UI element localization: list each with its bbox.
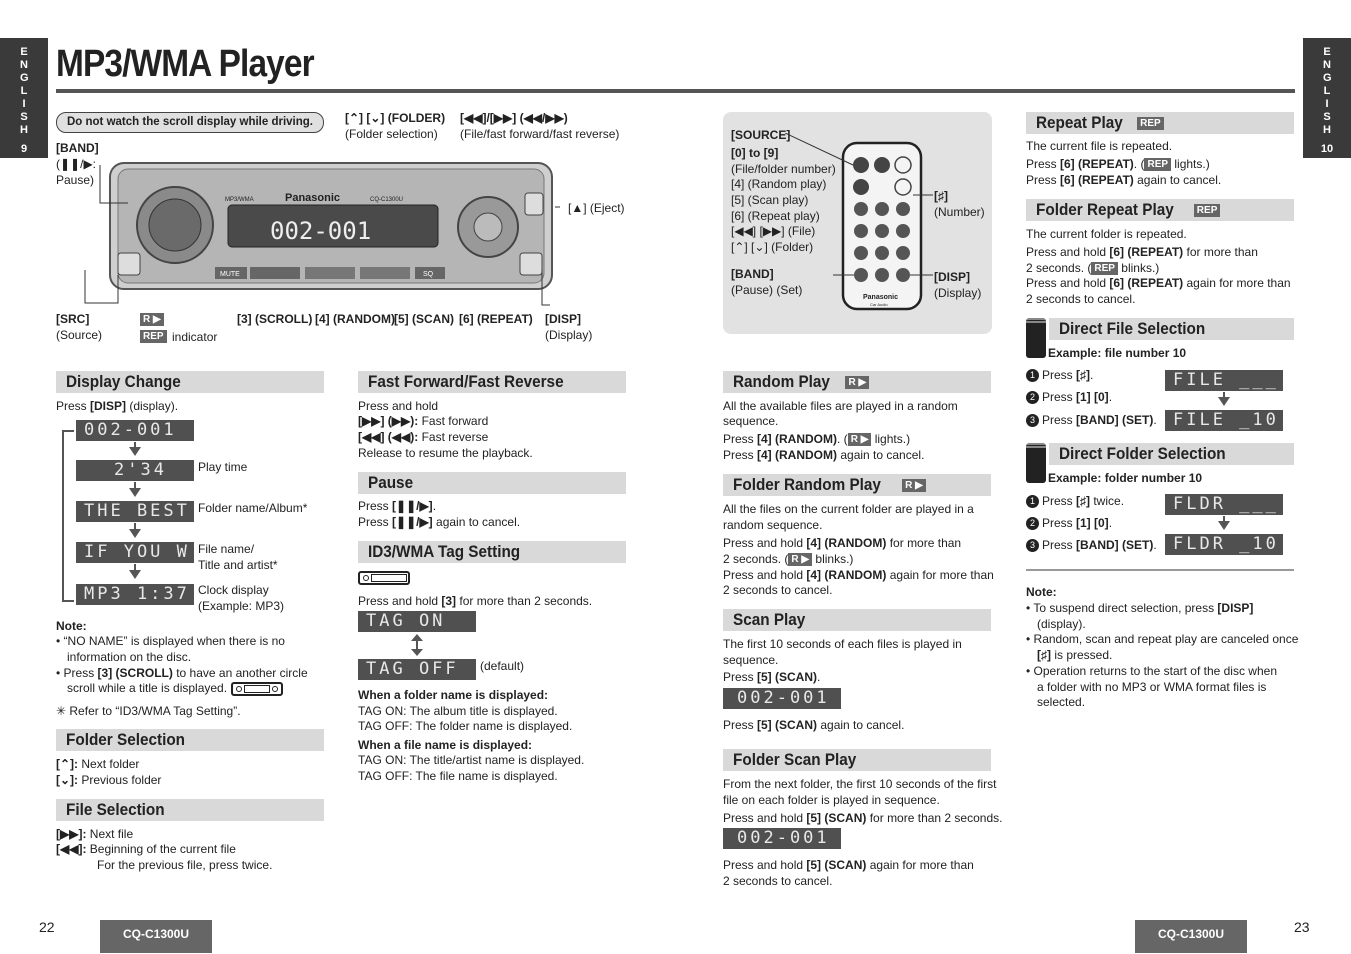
scroll-indicator-icon (231, 682, 283, 696)
folder-random-line: 2 seconds to cancel. (723, 583, 833, 597)
flow-arrow (1218, 397, 1230, 406)
direct-file-step-1 (1026, 367, 1093, 383)
stereo-mute: MUTE (220, 271, 240, 278)
label-band-pause2: Pause) (56, 173, 95, 187)
scan-line (723, 717, 904, 733)
section-heading: Fast Forward/Fast Reverse (368, 372, 564, 391)
label-indicator: indicator (172, 330, 218, 344)
label-scroll: [3] (SCROLL) (237, 312, 313, 326)
lcd-display-2: 2'34 (76, 460, 194, 481)
folder-repeat-line: 2 seconds to cancel. (1026, 292, 1136, 306)
label-folder-album: Folder name/Album* (198, 501, 308, 515)
note-item: information on the disc. (67, 650, 192, 664)
text: . (432, 499, 437, 513)
step-number-icon: 2 (1026, 391, 1039, 404)
text: Press (1026, 157, 1061, 171)
section-heading: Folder Random Play (733, 475, 881, 494)
stereo-sq: SQ (423, 271, 434, 278)
right-note-item: selected. (1037, 695, 1086, 709)
text-bold: [4] (RANDOM) (757, 448, 838, 462)
remote-label-folder: [⌃] [⌄] (Folder) (731, 240, 814, 254)
folder-repeat-line (1026, 275, 1291, 291)
text-bold: [♯] (1037, 648, 1051, 662)
text: for more than (886, 536, 962, 550)
text: . (1108, 516, 1113, 530)
text: again to cancel. (1133, 173, 1222, 187)
note-item: • “NO NAME” is displayed when there is no (56, 634, 285, 648)
direct-folder-step-1 (1026, 493, 1124, 509)
section-heading: Scan Play (733, 610, 806, 629)
text-bold: [♯] (1076, 494, 1091, 508)
flow-arrow (129, 570, 141, 579)
warning-banner: Do not watch the scroll display while driving. (56, 112, 324, 133)
remote-label-scan: [5] (Scan play) (731, 193, 809, 207)
text-bold: [5] (SCAN) (757, 670, 818, 684)
folder-scan-line (723, 857, 974, 873)
r-indicator-badge: R ▶ (140, 313, 164, 326)
lcd-tag-off: TAG OFF (358, 659, 476, 680)
text: again to cancel. (837, 448, 925, 462)
id3-line: TAG OFF: The file name is displayed. (358, 769, 558, 783)
text: Press (723, 718, 758, 732)
text: Press (1042, 390, 1077, 404)
ff-line: Press and hold (358, 399, 439, 413)
section-scan-play (723, 609, 991, 631)
text-bold: [◀◀]: (56, 842, 87, 856)
step-number-icon: 2 (1026, 517, 1039, 530)
text-bold: [DISP] (90, 399, 127, 413)
text-bold: [⌃]: (56, 757, 79, 771)
section-heading: Folder Repeat Play (1036, 200, 1174, 219)
text: Next folder (78, 757, 140, 771)
label-src-sub: (Source) (56, 328, 103, 342)
text: 2 seconds. ( (723, 552, 789, 566)
text: is pressed. (1051, 648, 1113, 662)
text: . (817, 670, 821, 684)
text-bold: [3] (SCROLL) (97, 666, 173, 680)
text: Press (1026, 173, 1061, 187)
text-bold: [⌄]: (56, 773, 79, 787)
text: Press (56, 399, 91, 413)
stereo-display-text: 002-001 (270, 217, 372, 245)
section-random-play (723, 371, 991, 393)
stereo-brand: Panasonic (285, 192, 341, 204)
file-selection-line (56, 841, 236, 857)
text: 2 seconds. ( (1026, 261, 1092, 275)
label-clock-example: (Example: MP3) (198, 599, 285, 613)
text: . (1153, 413, 1157, 427)
text-bold: [▶▶]: (56, 827, 87, 841)
step-number-icon: 3 (1026, 414, 1039, 427)
section-heading: Folder Selection (66, 730, 186, 749)
label-clock: Clock display (198, 583, 269, 597)
text: Press and hold (1026, 276, 1110, 290)
remote-label-disp: [DISP] (934, 270, 970, 284)
label-repeat: [6] (REPEAT) (459, 312, 533, 326)
remote-label-file: [◀◀] [▶▶] (File) (731, 224, 816, 238)
section-heading: Pause (368, 473, 414, 492)
section-direct-folder (1049, 443, 1294, 465)
lcd-display-4: IF YOU W (76, 542, 194, 563)
stereo-model: CQ-C1300U (370, 197, 404, 203)
text: blinks.) (812, 552, 854, 566)
text-bold: [6] (REPEAT) (1109, 276, 1184, 290)
scroll-indicator-icon (358, 571, 410, 585)
remote-label-number-sub: (Number) (934, 205, 985, 219)
label-file-name: File name/ (198, 542, 255, 556)
text: again to cancel. (432, 515, 521, 529)
folder-random-line: random sequence. (723, 518, 823, 532)
text: Beginning of the current file (86, 842, 236, 856)
lcd-display-1: 002-001 (76, 420, 194, 441)
text: Press (723, 448, 758, 462)
language-tab-right (1303, 38, 1351, 158)
lcd-tag-on: TAG ON (358, 611, 476, 632)
folder-random-line: All the files on the current folder are played in a (723, 502, 974, 516)
text-bold: [◀◀] (◀◀): (358, 430, 419, 444)
scan-line: The first 10 seconds of each files is played in (723, 637, 962, 651)
display-change-intro (56, 398, 178, 414)
remote-label-band: [BAND] (731, 267, 774, 281)
section-folder-selection (56, 729, 324, 751)
text-bold: [BAND] (SET) (1076, 413, 1154, 427)
scan-line (723, 669, 820, 685)
repeat-line (1026, 172, 1221, 188)
text-bold: [1] [0] (1076, 390, 1109, 404)
label-src: [SRC] (56, 312, 90, 326)
section-heading: ID3/WMA Tag Setting (368, 542, 521, 561)
right-note-item: • Operation returns to the start of the disc when (1026, 664, 1277, 678)
rep-indicator-badge: REP (1091, 262, 1118, 275)
folder-repeat-line (1026, 260, 1159, 276)
random-line: All the available files are played in a random (723, 399, 958, 413)
text: . (1090, 368, 1094, 382)
lcd-folder-10: FLDR _10 (1165, 534, 1283, 555)
random-line (723, 447, 924, 463)
lcd-folder-blank: FLDR ___ (1165, 494, 1283, 515)
text: Press (1042, 516, 1077, 530)
step-number-icon: 1 (1026, 369, 1039, 382)
folder-repeat-line (1026, 244, 1258, 260)
text: Press (723, 432, 758, 446)
section-pause (358, 472, 626, 494)
page-title: MP3/WMA Player (56, 43, 314, 85)
label-play-time: Play time (198, 460, 248, 474)
text: Press (1042, 538, 1077, 552)
text: Press (358, 499, 393, 513)
title-rule (56, 89, 1295, 93)
r-indicator-badge: R ▶ (902, 479, 926, 492)
text: Press (1042, 494, 1077, 508)
right-note-item: a folder with no MP3 or WMA format files is (1037, 680, 1267, 694)
refer-note: ✳ Refer to “ID3/WMA Tag Setting”. (56, 704, 241, 718)
note-heading: Note: (56, 619, 87, 633)
r-indicator-badge: R ▶ (845, 376, 869, 389)
remote-label-random: [4] (Random play) (731, 177, 827, 191)
right-note-item: (display). (1037, 617, 1086, 631)
ff-line (358, 413, 488, 429)
swap-arrow-icon (410, 634, 424, 656)
text: Press and hold (723, 858, 807, 872)
text: • To suspend direct selection, press (1026, 601, 1218, 615)
label-ff: [◀◀]/[▶▶] (◀◀/▶▶) (460, 111, 568, 125)
id3-default: (default) (480, 659, 525, 673)
section-heading: Repeat Play (1036, 113, 1123, 132)
text: . ( (1133, 157, 1145, 171)
note-item (56, 665, 308, 681)
right-note-item (1037, 647, 1112, 663)
section-folder-repeat (1026, 199, 1294, 221)
text-bold: [6] (REPEAT) (1109, 245, 1184, 259)
section-heading: Random Play (733, 372, 830, 391)
remote-mini-icon (1026, 443, 1046, 483)
page-number-right: 23 (1294, 919, 1310, 935)
section-direct-file (1049, 318, 1294, 340)
section-heading: Direct Folder Selection (1059, 444, 1226, 463)
label-band: [BAND] (56, 141, 99, 155)
text: for more than 2 seconds. (866, 811, 1003, 825)
loop-line (62, 430, 74, 602)
label-disp: [DISP] (545, 312, 581, 326)
text: Press (1042, 413, 1077, 427)
text: Press and hold (723, 568, 807, 582)
language-tab-number: 9 (20, 143, 28, 155)
text-bold: [5] (SCAN) (806, 858, 867, 872)
step-number-icon: 1 (1026, 495, 1039, 508)
text-bold: [▶▶] (▶▶): (358, 414, 419, 428)
random-line (723, 431, 910, 447)
text-bold: [4] (RANDOM) (757, 432, 838, 446)
label-random: [4] (RANDOM) (315, 312, 395, 326)
remote-label-band-sub: (Pause) (Set) (731, 283, 803, 297)
text: again for more than (1183, 276, 1291, 290)
ff-line: Release to resume the playback. (358, 446, 533, 460)
folder-selection-line (56, 756, 139, 772)
lcd-scan: 002-001 (723, 688, 841, 709)
id3-line: TAG OFF: The folder name is displayed. (358, 719, 573, 733)
text: Fast reverse (418, 430, 489, 444)
model-badge-right: CQ-C1300U (1135, 920, 1247, 953)
text-bold: [4] (RANDOM) (806, 536, 887, 550)
folder-random-line (723, 551, 853, 567)
direct-folder-step-3 (1026, 537, 1157, 553)
text-bold: [4] (RANDOM) (806, 568, 887, 582)
remote-brand-sub: Car Audio (870, 302, 888, 307)
text-bold: [3] (441, 594, 457, 608)
repeat-line (1026, 156, 1210, 172)
lcd-display-5: MP3 1:37 (76, 584, 194, 605)
id3-folder-heading: When a folder name is displayed: (358, 688, 549, 702)
text: Fast forward (418, 414, 489, 428)
flow-arrow (129, 447, 141, 456)
flow-arrow (129, 529, 141, 538)
section-heading: Folder Scan Play (733, 750, 857, 769)
remote-mini-icon (1026, 318, 1046, 358)
label-eject: [▲] (Eject) (568, 201, 625, 215)
remote-label-num-sub: (File/folder number) (731, 162, 836, 176)
label-band-pause: (❚❚/▶: (56, 157, 97, 171)
section-folder-random (723, 474, 991, 496)
remote-label-disp-sub: (Display) (934, 286, 982, 300)
lcd-file-blank: FILE ___ (1165, 370, 1283, 391)
id3-line: TAG ON: The album title is displayed. (358, 704, 558, 718)
page-number-left: 22 (39, 919, 55, 935)
folder-random-line (723, 567, 994, 583)
flow-arrow (1218, 521, 1230, 530)
random-line: sequence. (723, 414, 779, 428)
label-scan: [5] (SCAN) (394, 312, 454, 326)
text: (display). (126, 399, 179, 413)
folder-scan-line: From the next folder, the first 10 seconds of the first (723, 777, 997, 791)
section-file-selection (56, 799, 324, 821)
direct-file-example: Example: file number 10 (1048, 346, 1187, 360)
section-id3-tag (358, 541, 626, 563)
rep-indicator-badge: REP (140, 330, 167, 343)
text: Next file (86, 827, 134, 841)
rep-indicator-badge: REP (1194, 204, 1221, 217)
label-folder: [⌃] [⌄] (FOLDER) (345, 111, 446, 125)
text: again for more than (866, 858, 974, 872)
text: again for more than (886, 568, 994, 582)
text-bold: [1] [0] (1076, 516, 1109, 530)
id3-file-heading: When a file name is displayed: (358, 738, 533, 752)
model-badge-left: CQ-C1300U (100, 920, 212, 953)
language-tab-letters: ENGLISH (1323, 46, 1332, 136)
direct-folder-step-2 (1026, 515, 1112, 531)
section-heading: File Selection (66, 800, 165, 819)
label-ff-sub: (File/fast forward/fast reverse) (460, 127, 620, 141)
section-display-change (56, 371, 324, 393)
text-bold: [♯] (1076, 368, 1091, 382)
file-selection-line (56, 826, 133, 842)
text-bold: [6] (REPEAT) (1060, 173, 1134, 187)
stereo-unit-illustration (80, 135, 560, 325)
rep-indicator-badge: REP (1137, 117, 1164, 130)
text: Press (723, 670, 758, 684)
text-bold: [5] (SCAN) (757, 718, 818, 732)
label-title-artist: Title and artist* (198, 558, 278, 572)
direct-folder-example: Example: folder number 10 (1048, 471, 1203, 485)
remote-brand: Panasonic (863, 294, 899, 301)
file-selection-line: For the previous file, press twice. (97, 858, 273, 872)
flow-arrow (129, 488, 141, 497)
language-tab-left (0, 38, 48, 158)
text: to have an another circle (172, 666, 308, 680)
label-disp-sub: (Display) (545, 328, 593, 342)
right-note-item (1026, 600, 1253, 616)
text: Press and hold (723, 536, 807, 550)
r-indicator-badge: R ▶ (788, 553, 812, 566)
remote-label-num: [0] to [9] (731, 146, 779, 160)
text-bold: [❚❚/▶] (392, 499, 433, 513)
text: Press and hold (1026, 245, 1110, 259)
ff-line (358, 429, 488, 445)
text: lights.) (871, 432, 911, 446)
text: . (1153, 538, 1157, 552)
text: blinks.) (1117, 261, 1160, 275)
text: Press and hold (358, 594, 442, 608)
folder-repeat-line: The current folder is repeated. (1026, 227, 1187, 241)
section-fast-forward (358, 371, 626, 393)
lcd-file-10: FILE _10 (1165, 410, 1283, 431)
repeat-line: The current file is repeated. (1026, 139, 1173, 153)
pause-line (358, 498, 436, 514)
text: Press (358, 515, 393, 529)
direct-file-step-3 (1026, 412, 1157, 428)
folder-random-line (723, 535, 961, 551)
remote-label-number: [♯] (934, 189, 948, 203)
language-tab-letters: ENGLISH (20, 46, 29, 136)
language-tab-number: 10 (1320, 143, 1334, 155)
section-folder-scan (723, 749, 991, 771)
text: for more than 2 seconds. (456, 594, 593, 608)
label-folder-sub: (Folder selection) (345, 127, 438, 141)
section-repeat-play (1026, 112, 1294, 134)
text: • Press (56, 666, 98, 680)
section-heading: Display Change (66, 372, 181, 391)
stereo-mp3wma: MP3/WMA (225, 197, 254, 203)
remote-label-source: [SOURCE] (731, 128, 791, 142)
text-bold: [DISP] (1217, 601, 1254, 615)
section-heading: Direct File Selection (1059, 319, 1206, 338)
step-number-icon: 3 (1026, 539, 1039, 552)
text-bold: [BAND] (SET) (1076, 538, 1154, 552)
note-divider (1026, 569, 1294, 571)
folder-scan-line (723, 810, 1002, 826)
text: Press and hold (723, 811, 807, 825)
text-bold: [5] (SCAN) (806, 811, 867, 825)
id3-line: TAG ON: The title/artist name is displayed. (358, 753, 585, 767)
text: . ( (837, 432, 848, 446)
folder-scan-line: file on each folder is played in sequence. (723, 793, 940, 807)
note-item: scroll while a title is displayed. (67, 681, 228, 695)
right-note-item: • Random, scan and repeat play are canceled once (1026, 632, 1299, 646)
text: lights.) (1171, 157, 1210, 171)
lcd-display-3: THE BEST (76, 501, 194, 522)
text-bold: [❚❚/▶] (392, 515, 433, 529)
text: Press (1042, 368, 1077, 382)
remote-label-repeat: [6] (Repeat play) (731, 209, 820, 223)
folder-scan-line: 2 seconds to cancel. (723, 874, 833, 888)
folder-selection-line (56, 772, 161, 788)
text: . (1108, 390, 1113, 404)
lcd-folder-scan: 002-001 (723, 828, 841, 849)
rep-indicator-badge: REP (1144, 158, 1171, 171)
direct-file-step-2 (1026, 389, 1112, 405)
text: twice. (1090, 494, 1125, 508)
r-indicator-badge: R ▶ (848, 433, 872, 446)
text: Previous folder (78, 773, 162, 787)
scan-line: sequence. (723, 653, 779, 667)
text: for more than (1183, 245, 1258, 259)
text-bold: [6] (REPEAT) (1060, 157, 1134, 171)
right-note-heading: Note: (1026, 585, 1057, 599)
remote-illustration (785, 133, 935, 313)
text: again to cancel. (817, 718, 905, 732)
pause-line (358, 514, 520, 530)
id3-line (358, 593, 592, 609)
